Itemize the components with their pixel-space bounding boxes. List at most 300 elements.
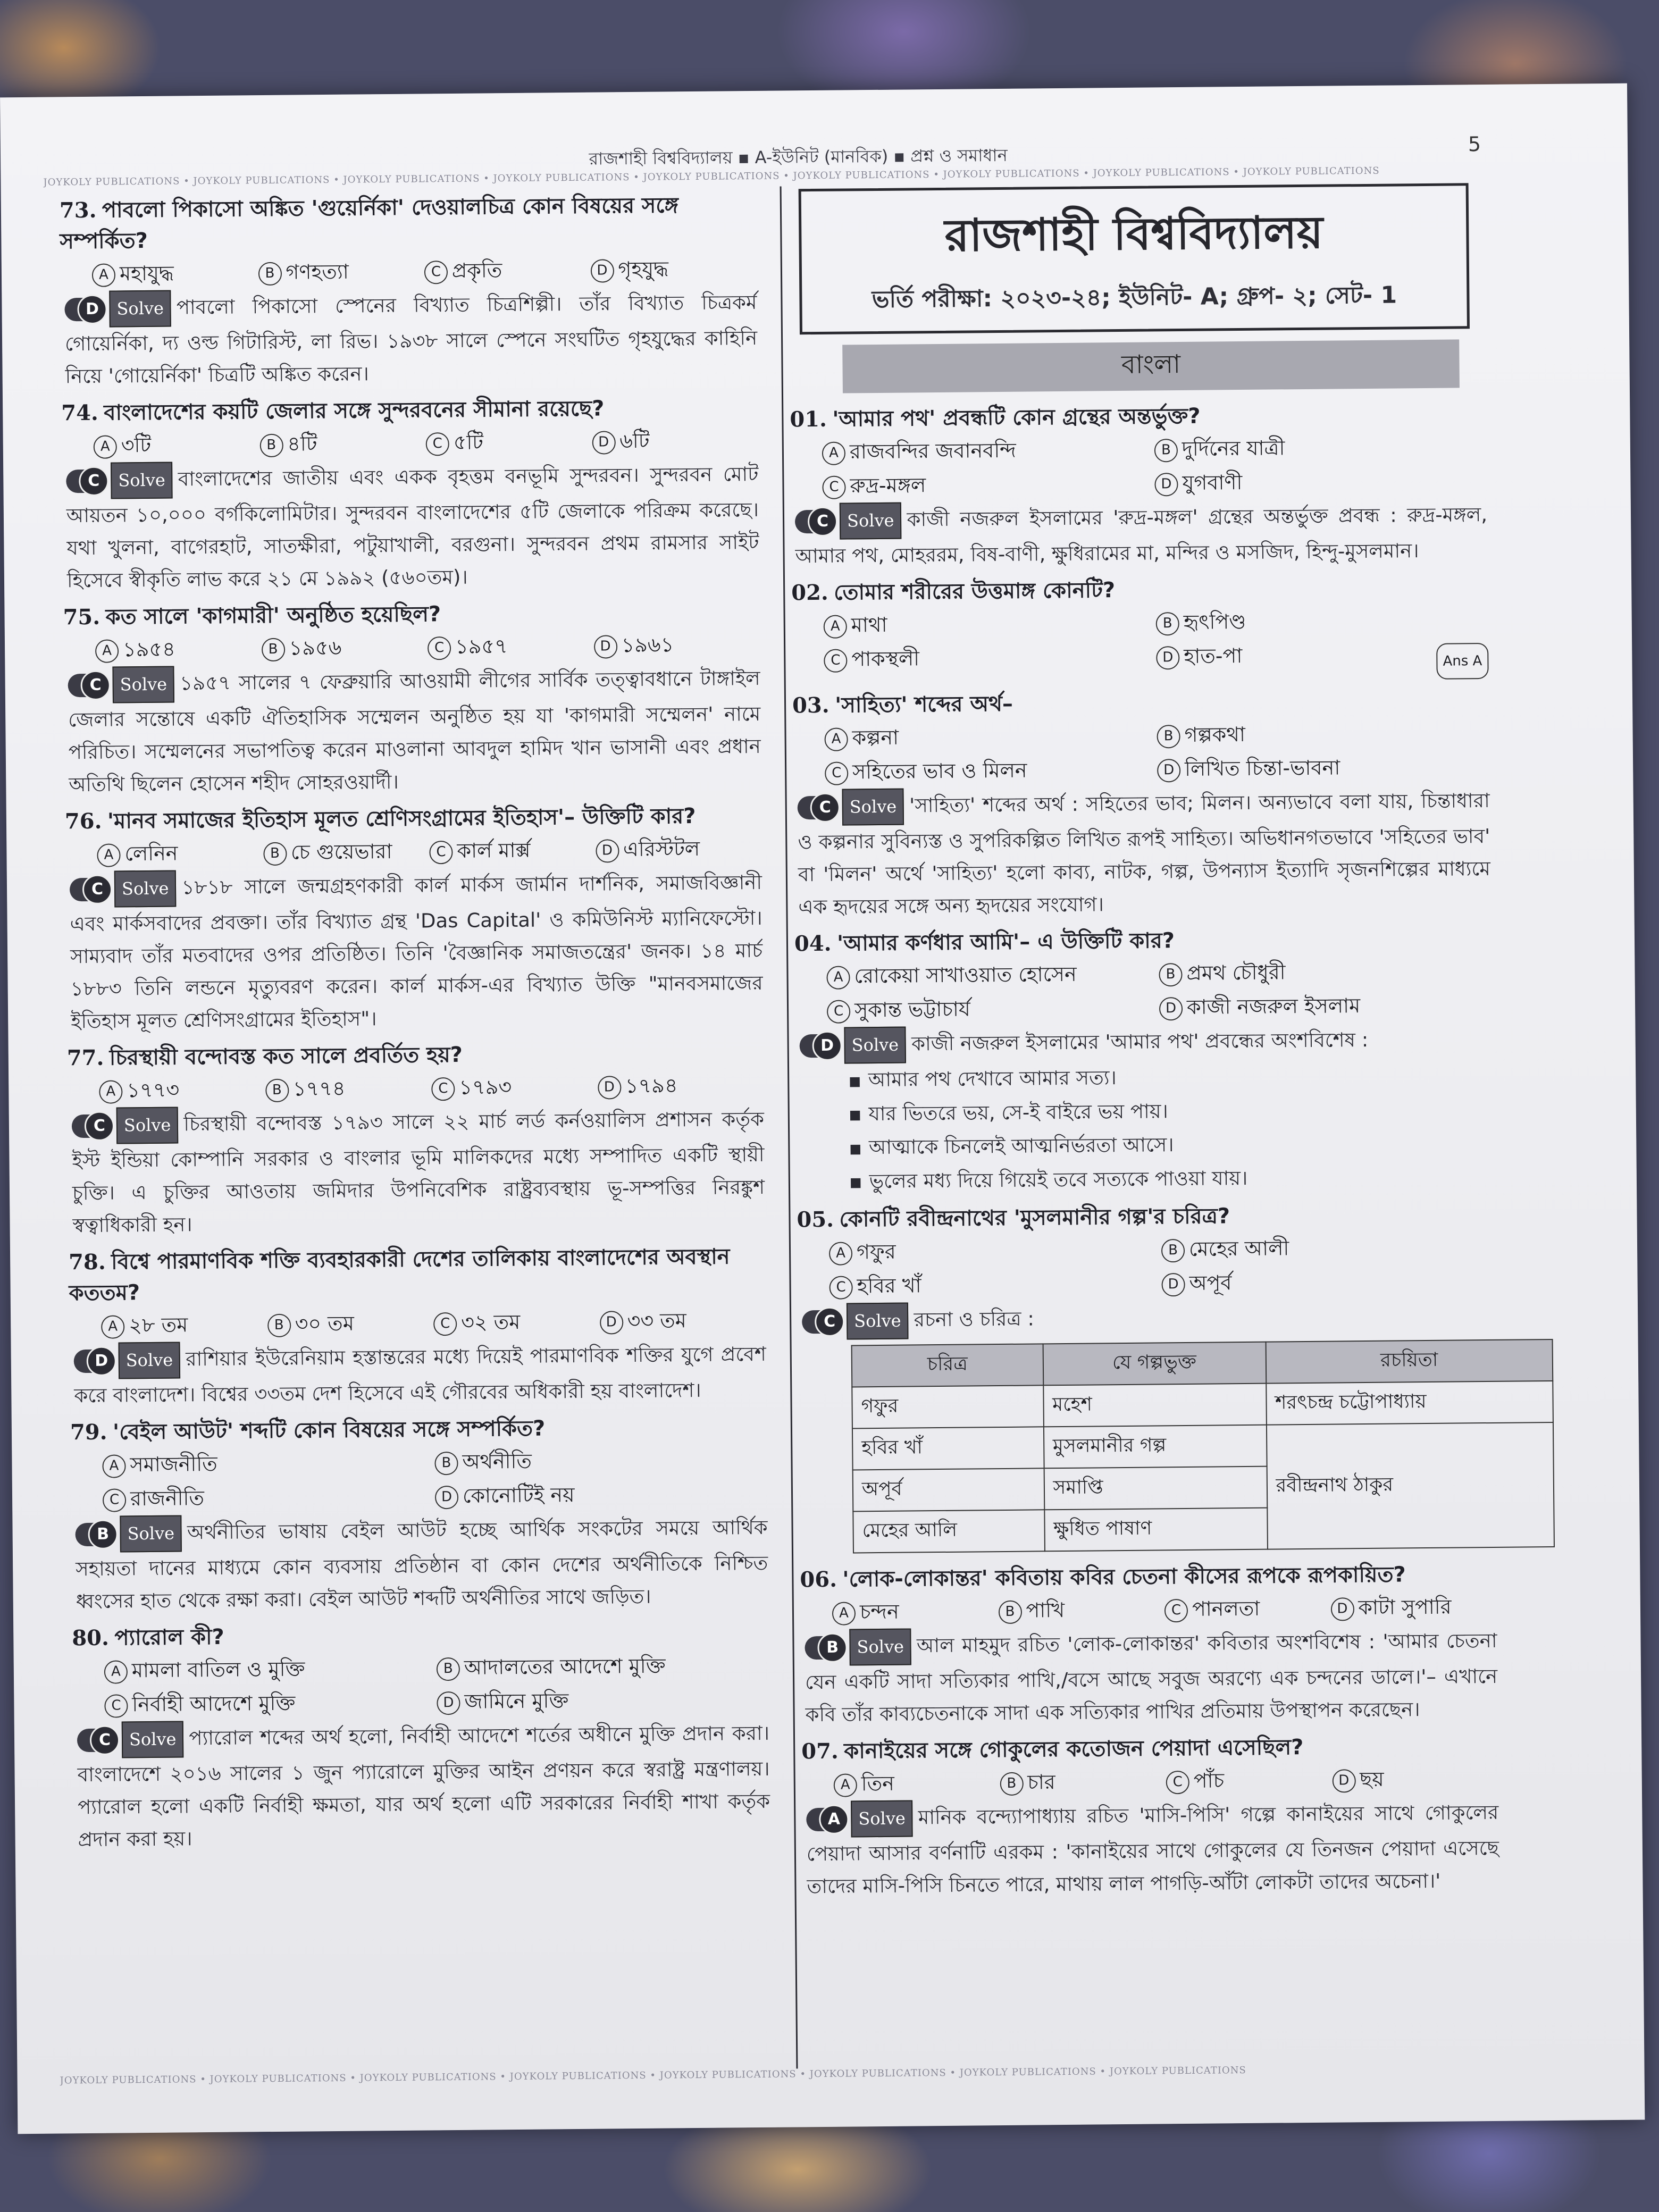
option-text: ২৮ তম (129, 1313, 188, 1337)
option-text: গৃহযুদ্ধ (618, 257, 669, 281)
option-text: ১৯৫৬ (289, 635, 342, 660)
answer-letter: B (88, 1519, 118, 1549)
question-04 (794, 923, 1493, 1199)
option-letter: C (429, 840, 453, 864)
option-letter: A (832, 1602, 856, 1625)
option-b (437, 1648, 769, 1685)
question-05 (797, 1199, 1496, 1554)
solve-text: কাজী নজরুল ইসলামের 'আমার পথ' প্রবন্ধের অংশবিশেষ : (911, 1028, 1369, 1055)
option-text: রুদ্র-মঙ্গল (850, 473, 926, 498)
option-a (97, 835, 263, 871)
option-letter: C (1166, 1770, 1189, 1794)
option-text: ৫টি (453, 430, 484, 454)
option-b (1154, 429, 1487, 466)
question-number: 01. (790, 406, 827, 432)
option-text: মেহের আলী (1188, 1236, 1289, 1261)
option-b (1000, 1764, 1166, 1799)
option-text: পানলতা (1192, 1596, 1260, 1621)
option-c (104, 1685, 437, 1721)
option-text: ৩০ তম (295, 1311, 355, 1336)
question-text: কানাইয়ের সঙ্গে গোকুলের কতোজন পেয়াদা এসেছিল? (844, 1735, 1304, 1764)
solve-badge (806, 1800, 913, 1838)
solve-explanation (791, 497, 1488, 572)
character-cell: গফুর (852, 1385, 1043, 1428)
character-cell: হবির খাঁ (852, 1427, 1044, 1470)
option-text: মামলা বাতিল ও মুক্তি (131, 1657, 305, 1682)
character-table (851, 1339, 1555, 1554)
character-cell: অপূর্ব (853, 1468, 1044, 1511)
option-text: ছয় (1360, 1767, 1384, 1791)
option-letter: B (259, 433, 283, 457)
table-header-cell: চরিত্র (852, 1344, 1043, 1387)
table-header-cell: যে গল্পভুক্ত (1043, 1342, 1266, 1386)
option-a (102, 1445, 435, 1481)
answer-letter: D (77, 294, 107, 324)
option-letter: A (824, 727, 848, 751)
solve-badge (75, 1515, 182, 1553)
answer-letter: C (79, 466, 108, 496)
option-c (433, 1304, 600, 1340)
option-text: পাখি (1026, 1598, 1065, 1622)
option-letter: D (1154, 473, 1178, 496)
option-text: জামিনে মুক্তি (464, 1689, 569, 1713)
solve-label: Solve (116, 1107, 179, 1144)
solve-text: চিরস্থায়ী বন্দোবস্ত ১৭৯৩ সালে ২২ মার্চ লর্ড কর্নওয়ালিস প্রশাসন কর্তৃক ইস্ট ইন্ডিয়া কোম্পানি সরকার ও বাংলার ভূমি মালিকদের মধ্যে সম্পাদিত একটি স্থায়ী চুক্তি। এ চুক্তির আওতায় জমিদার উপনিবেশিক রাষ্ট্রব্যবস্থায় ভূ-সম্পত্তির নিরঙ্কুশ স্বত্বাধিকারী হন। (72, 1107, 765, 1237)
solve-badge (77, 1721, 184, 1758)
option-a (104, 1650, 437, 1687)
solve-label: Solve (849, 1629, 911, 1666)
options (800, 1589, 1497, 1629)
table-header-row (852, 1339, 1553, 1387)
option-letter: D (600, 1311, 623, 1334)
solve-label: Solve (847, 1303, 909, 1340)
solve-explanation (802, 1795, 1499, 1903)
solve-text: অর্থনীতির ভাষায় বেইল আউট হচ্ছে আর্থিক সংকটের সময়ে আর্থিক সহায়তা দানের মাধ্যমে কোন ব্যবসায় প্রতিষ্ঠান বা কোন দেশের অর্থনীতিকে নিশ্চিত ধ্বংসের হাত থেকে রক্ষা করা। বেইল আউট শব্দটি অর্থনীতির সাথে জড়িত। (76, 1515, 768, 1613)
option-text: ১৯৫৪ (122, 637, 175, 661)
option-b (998, 1592, 1164, 1628)
question-text: 'সাহিত্য' শব্দের অর্থ– (834, 691, 1013, 718)
option-b (259, 425, 426, 461)
question-06 (800, 1559, 1498, 1731)
solve-badge (805, 1629, 911, 1666)
option-text: হাত-পা (1184, 644, 1243, 668)
option-text: দুর্দিনের যাত্রী (1182, 436, 1285, 460)
options (72, 1648, 769, 1722)
options (65, 831, 762, 871)
option-letter: D (598, 1076, 621, 1099)
solve-text: বাংলাদেশের জাতীয় এবং একক বৃহত্তম বনভূমি সুন্দরবন। সুন্দরবন মোট আয়তন ১০,০০০ বর্গকিলোমিটার। সুন্দরবন বাংলাদেশের ৫টি জেলাকে পরিক্রম করেছে। যথা খুলনা, বাগেরহাট, সাতক্ষীরা, পটুয়াখালী, বরগুনা। সুন্দরবন প্রথম রামসার সাইট হিসেবে স্বীকৃতি লাভ করে ২১ মে ১৯৯২ (৫৬০তম)। (66, 462, 759, 592)
exam-subtitle: ভর্তি পরীক্ষা: ২০২৩-২৪; ইউনিট- A; গ্রুপ- ২; সেট- 1 (872, 281, 1397, 314)
option-c (103, 1479, 435, 1515)
option-d (1330, 1589, 1497, 1625)
question-text: পাবলো পিকাসো অঙ্কিত 'গুয়ের্নিকা' দেওয়ালচিত্র কোন বিষয়ের সঙ্গে সম্পর্কিত? (60, 193, 679, 254)
option-text: ৩টি (121, 433, 152, 457)
option-text: কাজী নজরুল ইসলাম (1186, 994, 1361, 1019)
options (63, 627, 760, 667)
option-letter: B (998, 1600, 1021, 1623)
solve-text: মানিক বন্দ্যোপাধ্যায় রচিত 'মাসি-পিসি' গল্পে কানাইয়ের সাথে গোকুলের পেয়াদা আসার বর্ণনাটি এরকম : 'কানাইয়ের সাথে গোকুলের যে তিনজন পেয়াদা এসেছে তাদের মাসি-পিসি চিনতে পারে, মাথায় লাল পাগড়ি-আঁটা লোকটা তাদের অচেনা।' (806, 1800, 1499, 1898)
solve-explanation (63, 661, 761, 801)
solve-explanation (65, 865, 764, 1037)
option-text: পাকস্থলী (851, 647, 920, 671)
option-letter: D (590, 259, 614, 282)
option-text: চার (1027, 1770, 1055, 1794)
option-a (826, 956, 1159, 993)
solve-explanation (68, 1102, 765, 1242)
solve-badge (74, 1342, 181, 1379)
option-letter: B (434, 1451, 458, 1474)
option-b (1155, 602, 1488, 639)
question-number: 75. (63, 604, 100, 630)
publisher-strip-bottom: JOYKOLY PUBLICATIONS • JOYKOLY PUBLICATIONS • JOYKOLY PUBLICATIONS • JOYKOLY PUBLICATIONS • JOYKOLY PUBLICATIONS • JOYKOLY PUBLICATIONS • JOYKOLY PUBLICATIONS • JOYKOLY PUBLICATIONS (60, 2065, 1246, 2087)
option-text: অপূর্ব (1189, 1271, 1232, 1295)
option-letter: C (104, 1694, 128, 1717)
option-text: এরিস্টটল (623, 836, 700, 861)
answer-letter: C (808, 506, 837, 536)
question-74 (61, 392, 759, 597)
option-a (95, 631, 262, 667)
option-letter: C (825, 761, 848, 785)
option-text: কার্ল মার্ক্স (457, 838, 531, 862)
section-heading: বাংলা (842, 339, 1460, 393)
solve-badge (68, 666, 174, 704)
option-text: আদালতের আদেশে মুক্তি (464, 1654, 666, 1679)
question-number: 05. (797, 1206, 834, 1233)
question-text: বাংলাদেশের কয়টি জেলার সঙ্গে সুন্দরবনের সীমানা রয়েছে? (104, 396, 605, 425)
option-letter: B (1157, 725, 1180, 748)
left-column (60, 189, 770, 1861)
option-c (424, 253, 591, 288)
option-text: ৪টি (287, 432, 317, 456)
question-number: 80. (72, 1625, 110, 1651)
option-letter: B (1154, 439, 1178, 462)
option-letter: D (1156, 646, 1179, 669)
solve-text: প্যারোল শব্দের অর্থ হলো, নির্বাহী আদেশে শর্তের অধীনে মুক্তি প্রদান করা। বাংলাদেশে ২০১৬ সালের ১ জুন প্যারোলে মুক্তির আইন প্রণয়ন করে স্বরাষ্ট্র মন্ত্রণালয়। প্যারোল হলো একটি নির্বাহী ক্ষমতা, যার অর্থ হলো এটি সরকারের নির্বাহী শাখা কর্তৃক প্রদান করা হয়। (77, 1721, 770, 1851)
option-d (590, 251, 757, 287)
option-a (824, 718, 1157, 755)
option-text: লিখিত চিন্তা-ভাবনা (1184, 756, 1340, 781)
option-text: অর্থনীতি (462, 1449, 532, 1473)
options (790, 429, 1487, 503)
solve-explanation (800, 1623, 1498, 1731)
option-text: প্রমথ চৌধুরী (1186, 960, 1286, 985)
option-letter: B (437, 1657, 460, 1680)
option-text: ১৭৭৪ (292, 1076, 346, 1101)
option-d (592, 423, 758, 458)
solve-label: Solve (109, 290, 171, 328)
option-letter: D (1161, 1272, 1185, 1296)
option-d (437, 1682, 769, 1719)
option-b (1157, 715, 1489, 752)
option-d (1156, 636, 1489, 682)
option-d (1161, 1263, 1494, 1300)
answer-letter: D (87, 1346, 116, 1376)
option-letter: B (1161, 1238, 1185, 1262)
option-a (834, 1765, 1000, 1801)
question-number: 04. (794, 931, 832, 957)
running-head: রাজশাহী বিশ্ববিদ্যালয় ▪ A-ইউনিট (মানবিক) ▪ প্রশ্ন ও সমাধান (589, 145, 1008, 169)
option-letter: A (95, 639, 119, 663)
answer-letter: C (815, 1306, 844, 1336)
option-text: কাটা সুপারি (1358, 1595, 1452, 1620)
option-text: হৃৎপিণ্ড (1183, 609, 1246, 634)
table-header-cell: রচয়িতা (1266, 1339, 1553, 1384)
solve-explanation (795, 1021, 1492, 1064)
option-d (599, 1303, 766, 1338)
solve-text: ১৯৫৭ সালের ৭ ফেব্রুয়ারি আওয়ামী লীগের সার্বিক তত্ত্বাবধানে টাঙ্গাইল জেলার সন্তোষে একটি ঐতিহাসিক সম্মেলন অনুষ্ঠিত হয় যা 'কাগমারী সম্মেলন' নামে পরিচিত। সম্মেলনের সভাপতিত্ব করেন মাওলানা আবদুল হামিদ খান ভাসানী এবং প্রধান অতিথি ছিলেন হোসেন শহীদ সোহরওয়ার্দী। (68, 666, 761, 797)
option-letter: A (822, 441, 845, 465)
option-d (1159, 987, 1492, 1024)
solve-text: কাজী নজরুল ইসলামের 'রুদ্র-মঙ্গল' গ্রন্থের অন্তর্ভুক্ত প্রবন্ধ : রুদ্র-মঙ্গল, আমার পথ, মোহররম, বিষ-বাণী, ক্ষুধিরামের মা, মন্দির ও মসজিদ, হিন্দু-মুসলমান। (795, 502, 1488, 568)
solve-label: Solve (111, 462, 173, 499)
option-text: ১৭৯৩ (459, 1075, 512, 1099)
option-text: রাজনীতি (130, 1486, 205, 1511)
option-text: কোনোটিই নয় (462, 1483, 575, 1507)
question-text: চিরস্থায়ী বন্দোবস্ত কত সালে প্রবর্তিত হয়? (109, 1042, 463, 1070)
option-text: ৬টি (619, 429, 650, 453)
quote-bullet: ■ আমার পথ দেখাবে আমার সত্য। (795, 1058, 1493, 1098)
question-text: 'মানব সমাজের ইতিহাস মূলত শ্রেণিসংগ্রামের ইতিহাস'– উক্তিটি কার? (107, 803, 696, 834)
solve-explanation (70, 1337, 767, 1412)
option-text: গণহত্যা (286, 259, 349, 284)
option-d (1332, 1761, 1498, 1797)
option-letter: C (433, 1312, 457, 1335)
option-c (1166, 1763, 1332, 1798)
option-a (823, 605, 1156, 642)
answer-letter: B (817, 1632, 847, 1662)
option-b (265, 1070, 432, 1106)
option-letter: A (834, 1773, 857, 1797)
option-text: রোকেয়া সাখাওয়াত হোসেন (854, 962, 1077, 988)
option-letter: C (824, 649, 847, 672)
option-a (101, 1307, 267, 1343)
question-text: কোনটি রবীন্দ্রনাথের 'মুসলমানীর গল্প'র চরিত্র? (839, 1204, 1230, 1232)
option-text: সমাজনীতি (130, 1452, 217, 1477)
option-a (822, 432, 1155, 468)
option-letter: B (265, 1078, 289, 1102)
option-text: মহাযুদ্ধ (119, 261, 174, 286)
option-text: হবির খাঁ (857, 1273, 921, 1298)
quote-bullet: ■ আত্মাকে চিনলেই আত্মনির্ভরতা আসে। (796, 1126, 1493, 1166)
option-c (431, 1069, 598, 1105)
option-b (1161, 1229, 1494, 1266)
question-77 (67, 1037, 765, 1242)
option-d (596, 831, 762, 867)
question-78 (69, 1241, 767, 1412)
question-stem (60, 189, 757, 257)
answer-tag (1436, 643, 1488, 680)
option-letter: A (101, 1315, 124, 1338)
options (70, 1442, 767, 1516)
option-b (1159, 953, 1492, 990)
solve-badge (797, 789, 904, 826)
option-c (825, 752, 1158, 789)
option-a (832, 1594, 999, 1629)
option-text: ১৯৫৭ (455, 634, 508, 658)
question-number: 79. (70, 1419, 107, 1445)
options (792, 602, 1489, 685)
solve-badge (70, 870, 177, 908)
option-c (428, 629, 594, 664)
option-text: তিন (861, 1771, 895, 1796)
solve-explanation (71, 1510, 768, 1618)
option-text: কল্পনা (852, 725, 899, 750)
answer-letter: C (80, 670, 110, 700)
solve-explanation (73, 1716, 770, 1856)
options (67, 1068, 764, 1108)
option-d (1157, 749, 1490, 786)
option-a (99, 1072, 265, 1108)
option-d (1154, 463, 1487, 500)
option-text: ৩২ তম (461, 1310, 521, 1334)
question-text: 'বেইল আউট' শব্দটি কোন বিষয়ের সঙ্গে সম্পর্কিত? (112, 1416, 546, 1445)
option-letter: A (824, 615, 847, 638)
book-page (0, 83, 1645, 2134)
option-text: চন্দন (859, 1599, 899, 1624)
option-a (93, 427, 259, 463)
options (69, 1303, 766, 1343)
question-text: কত সালে 'কাগমারী' অনুষ্ঠিত হয়েছিল? (105, 602, 441, 630)
solve-label: Solve (122, 1721, 184, 1758)
option-letter: B (1156, 612, 1179, 635)
question-text: তোমার শরীরের উত্তমাঙ্গ কোনটি? (834, 578, 1116, 605)
question-number: 06. (800, 1566, 837, 1593)
question-number: 02. (791, 580, 829, 606)
option-c (1164, 1591, 1331, 1627)
answer-letter: C (810, 792, 840, 822)
option-a (92, 255, 258, 291)
solve-label: Solve (840, 502, 902, 540)
option-letter: A (826, 966, 850, 989)
answer-tag-letter: A (1472, 653, 1482, 669)
question-03 (792, 684, 1491, 923)
question-01 (790, 398, 1488, 572)
solve-badge (799, 1027, 906, 1065)
option-text: ৩৩ তম (627, 1309, 686, 1333)
option-letter: D (1157, 759, 1180, 782)
option-text: লেনিন (124, 841, 178, 866)
solve-explanation (60, 285, 758, 392)
option-c (824, 639, 1157, 684)
solve-explanation (62, 457, 759, 597)
solve-badge (802, 1303, 909, 1340)
option-letter: C (426, 432, 449, 456)
exam-title-box (799, 183, 1470, 334)
table-row (852, 1422, 1554, 1470)
solve-text: আল মাহমুদ রচিত 'লোক-লোকান্তর' কবিতার অংশবিশেষ : 'আমার চেতনা যেন একটি সাদা সত্যিকার পাখি,/বসে আছে সবুজ অরণ্যে এক চন্দনের ডালে।'– এখানে কবি তাঁর কাব্যচেতনাকে সাদা এক সত্যিকার পাখির প্রতিমায় উপস্থাপন করেছেন। (805, 1629, 1498, 1727)
option-text: সহিতের ভাব ও মিলন (852, 758, 1027, 784)
university-title: রাজশাহী বিশ্ববিদ্যালয় (944, 206, 1323, 262)
option-letter: A (102, 1454, 125, 1478)
option-letter: A (104, 1660, 128, 1683)
publisher-strip-top: JOYKOLY PUBLICATIONS • JOYKOLY PUBLICATIONS • JOYKOLY PUBLICATIONS • JOYKOLY PUBLICATIONS • JOYKOLY PUBLICATIONS • JOYKOLY PUBLICATIONS • JOYKOLY PUBLICATIONS • JOYKOLY PUBLICATIONS • JOYKOLY PUBLICATIONS (43, 165, 1380, 188)
question-76 (65, 800, 764, 1037)
question-number: 77. (66, 1045, 104, 1071)
option-b (261, 630, 428, 665)
option-letter: C (1164, 1598, 1188, 1622)
story-cell: ক্ষুধিত পাষাণ (1044, 1508, 1268, 1552)
character-cell: মেহের আলি (853, 1510, 1044, 1553)
author-cell: রবীন্দ্রনাথ ঠাকুর (1266, 1422, 1554, 1549)
option-b (434, 1442, 767, 1479)
option-letter: D (592, 431, 615, 454)
option-letter: B (267, 1313, 291, 1337)
option-letter: A (829, 1242, 852, 1265)
question-text: বিশ্বে পারমাণবিক শক্তি ব্যবহারকারী দেশের তালিকায় বাংলাদেশের অবস্থান কততম? (69, 1244, 730, 1306)
author-cell: শরৎচন্দ্র চট্টোপাধ্যায় (1266, 1381, 1553, 1425)
question-number: 03. (792, 692, 830, 718)
solve-label: Solve (842, 789, 904, 826)
option-letter: C (103, 1488, 126, 1512)
option-text: ১৭৯৪ (625, 1074, 678, 1098)
solve-label: Solve (851, 1800, 913, 1837)
question-02 (791, 572, 1489, 685)
solve-label: Solve (120, 1515, 182, 1552)
options (797, 1229, 1494, 1303)
option-text: সুকান্ত ভট্টাচার্য (854, 997, 970, 1022)
story-cell: মহেশ (1043, 1384, 1267, 1427)
option-c (822, 466, 1155, 502)
option-letter: D (593, 635, 617, 658)
options (61, 423, 758, 463)
option-text: গফুর (856, 1239, 896, 1264)
solve-badge (64, 290, 171, 328)
solve-explanation (793, 783, 1490, 923)
option-d (435, 1476, 768, 1513)
option-letter: B (1159, 963, 1182, 986)
option-text: ১৯৬১ (621, 633, 674, 657)
answer-letter: D (812, 1030, 842, 1060)
solve-text: রাশিয়ার ইউরেনিয়াম হস্তান্তরের মধ্যে দিয়েই পারমাণবিক শক্তির যুগে প্রবেশ করে বাংলাদেশ। বিশ্বের ৩৩তম দেশ হিসেবে এই গৌরবের অধিকারী হয় বাংলাদেশ। (74, 1342, 766, 1407)
option-text: ১৭৭৩ (127, 1078, 180, 1102)
option-letter: D (1330, 1597, 1354, 1621)
question-73 (60, 189, 758, 392)
question-number: 76. (64, 808, 102, 834)
option-letter: A (92, 263, 115, 287)
right-column (788, 183, 1499, 1908)
option-letter: D (1332, 1769, 1355, 1792)
answer-letter: C (90, 1725, 120, 1755)
option-text: মাথা (851, 613, 887, 637)
question-80 (72, 1617, 770, 1856)
question-text: 'আমার পথ' প্রবন্ধটি কোন গ্রন্থের অন্তর্ভুক্ত? (832, 404, 1201, 432)
story-cell: মুসলমানীর গল্প (1044, 1425, 1267, 1469)
option-letter: C (827, 1000, 850, 1023)
answer-letter: A (819, 1804, 849, 1834)
option-text: রাজবন্দির জবানবন্দি (849, 438, 1016, 464)
option-letter: D (1159, 997, 1183, 1020)
question-number: 74. (61, 400, 99, 426)
question-number: 73. (59, 197, 97, 223)
option-letter: C (822, 475, 845, 499)
options (60, 251, 757, 291)
option-c (429, 833, 596, 868)
option-a (829, 1232, 1162, 1269)
question-number: 07. (801, 1738, 839, 1764)
question-text: প্যারোল কী? (114, 1624, 224, 1650)
option-c (827, 990, 1160, 1027)
question-text: 'আমার কর্ণধার আমি'– এ উক্তিটি কার? (836, 928, 1175, 956)
option-d (593, 627, 760, 663)
answer-tag-label: Ans (1443, 653, 1469, 669)
solve-label: Solve (112, 666, 174, 703)
option-b (258, 254, 424, 289)
question-79 (70, 1411, 768, 1618)
option-letter: D (596, 839, 619, 862)
option-text: পাঁচ (1193, 1769, 1225, 1792)
solve-text: 'সাহিত্য' শব্দের অর্থ : সহিতের ভাব; মিলন। অন্যভাবে বলা যায়, চিন্তাধারা ও কল্পনার সুবিন্যস্ত ও সুপরিকল্পিত লিখিত রূপই সাহিত্য। অভিধানগতভাবে 'সহিতের ভাব' বা 'মিলন' অর্থে 'সাহিত্য' হলো কাব্য, নাটক, গল্প, উপন্যাস ইত্যাদি সৃজনশিল্পের মাধ্যমে এক হৃদয়ের সঙ্গে অন্য হৃদয়ের সংযোগ। (798, 789, 1491, 919)
answer-letter: C (85, 1111, 114, 1141)
